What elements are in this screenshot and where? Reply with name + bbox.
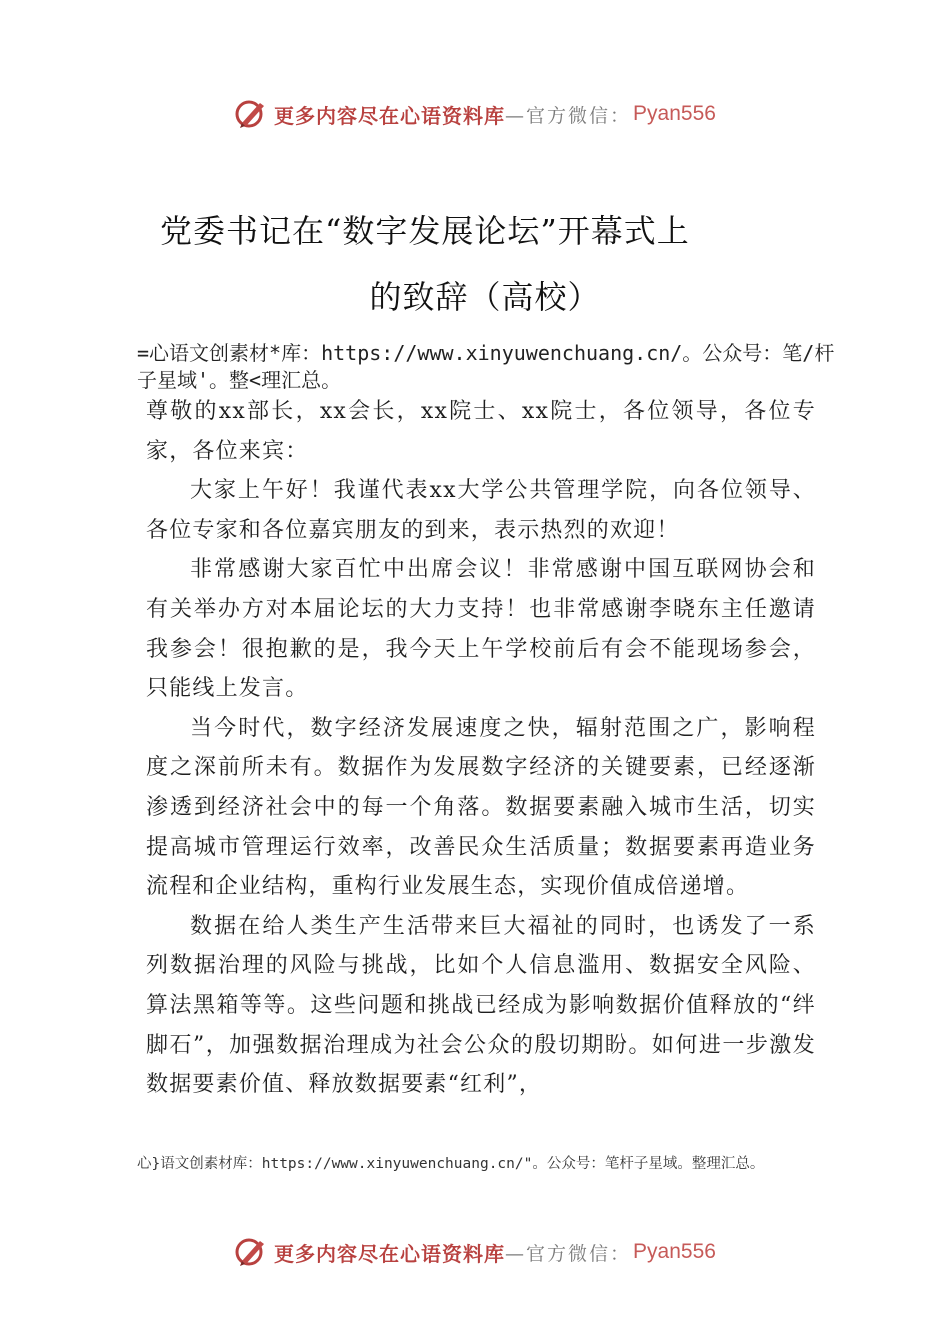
salutation-paragraph: 尊敬的xx部长，xx会长，xx院士、xx院士，各位领导，各位专家，各位来宾： [146, 399, 816, 464]
pen-logo-icon [234, 97, 268, 131]
footer-source-note: 心}语文创素材库：https://www.xinyuwenchuang.cn/"。公众号：笔杆子星域。整理汇总。 [137, 1156, 765, 1172]
pen-logo-icon [234, 1235, 268, 1269]
top-watermark-banner [0, 92, 950, 136]
banner-wechat-id: Pyan556 [633, 1240, 716, 1263]
document-title-line2: 的致辞（高校） [369, 278, 601, 316]
banner-brand-text: 更多内容尽在心语资料库 [274, 103, 506, 128]
banner-wechat-label: —官方微信： [505, 1242, 632, 1265]
source-note: =心语文创素材*库：https://www.xinyuwenchuang.cn/。公众号：笔/杆子星域'。整<理汇总。 [137, 341, 835, 392]
banner-wechat-label: —官方微信： [505, 104, 632, 127]
body-paragraph: 当今时代，数字经济发展速度之快，辐射范围之广，影响程度之深前所未有。数据作为发展数字经济的关键要素，已经逐渐渗透到经济社会中的每一个角落。数据要素融入城市生活，切实提高城市管理运行效率，改善民众生活质量；数据要素再造业务流程和企业结构，重构行业发展生态，实现价值成倍递增。 [146, 715, 816, 900]
bottom-watermark-banner [0, 1230, 950, 1274]
body-paragraph: 数据在给人类生产生活带来巨大福祉的同时，也诱发了一系列数据治理的风险与挑战，比如个人信息滥用、数据安全风险、算法黑箱等等。这些问题和挑战已经成为影响数据价值释放的“绊脚石”，加强数据治理成为社会公众的殷切期盼。如何进一步激发数据要素价值、释放数据要素“红利”， [146, 913, 816, 1098]
banner-wechat-id: Pyan556 [633, 102, 716, 125]
banner-brand-text: 更多内容尽在心语资料库 [274, 1241, 506, 1266]
document-body [146, 392, 816, 1105]
document-title-line1: 党委书记在“数字发展论坛”开幕式上 [160, 212, 690, 250]
body-paragraph: 大家上午好！我谨代表xx大学公共管理学院，向各位领导、各位专家和各位嘉宾朋友的到来，表示热烈的欢迎！ [146, 478, 816, 543]
body-paragraph: 非常感谢大家百忙中出席会议！非常感谢中国互联网协会和有关举办方对本届论坛的大力支持！也非常感谢李晓东主任邀请我参会！很抱歉的是，我今天上午学校前后有会不能现场参会，只能线上发言。 [146, 557, 816, 702]
